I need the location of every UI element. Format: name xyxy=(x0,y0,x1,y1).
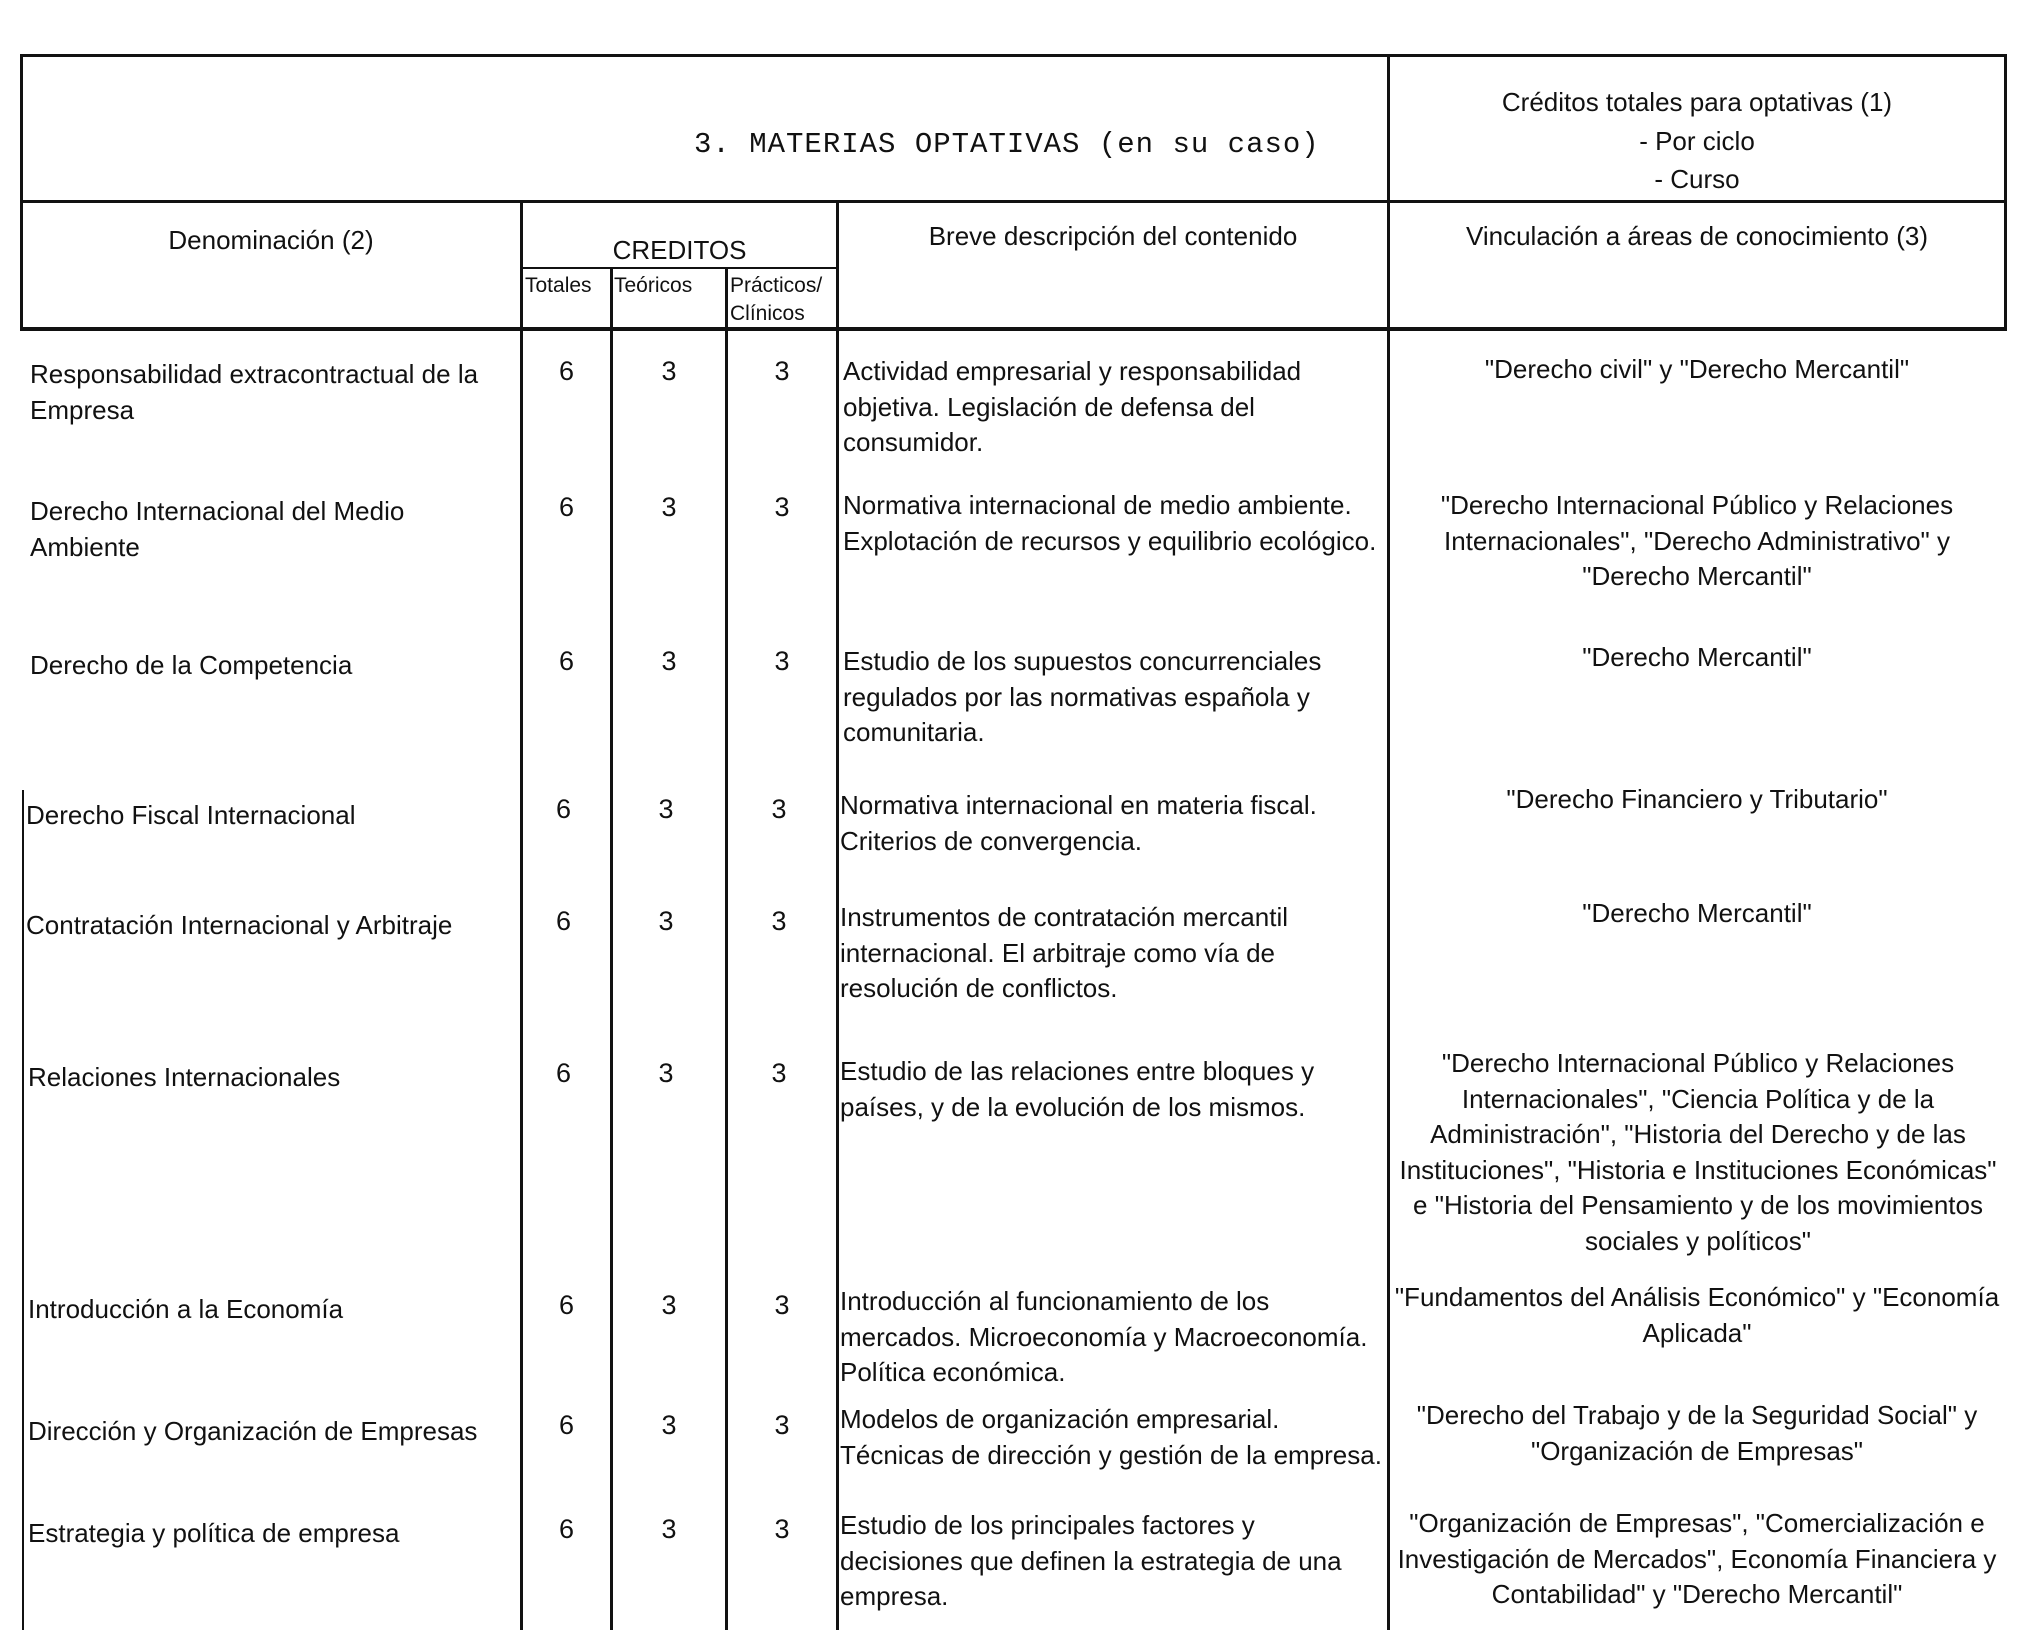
col-header-denominacion: Denominación (2) xyxy=(168,225,374,255)
row-5-descripcion: Instrumentos de contratación mercantil internacional. El arbitraje como vía de resolución de conflictos. xyxy=(840,902,1288,1003)
row-8-descripcion: Modelos de organización empresarial. Técnicas de dirección y gestión de la empresa. xyxy=(840,1404,1382,1470)
row-6-descripcion: Estudio de las relaciones entre bloques y países, y de la evolución de los mismos. xyxy=(840,1056,1315,1122)
col-header-totales: Totales xyxy=(525,274,592,297)
row-5-vinculacion: "Derecho Mercantil" xyxy=(1582,898,1812,928)
row-8-teoricos: 3 xyxy=(661,1410,677,1440)
row-2-totales: 6 xyxy=(558,492,575,522)
row-6-totales: 6 xyxy=(555,1058,572,1088)
row-7-totales: 6 xyxy=(558,1290,575,1320)
row-5-totales: 6 xyxy=(555,906,572,936)
row-9-denominacion: Estrategia y política de empresa xyxy=(28,1518,400,1548)
credits-total-line-2: - Por ciclo xyxy=(1639,126,1755,156)
row-1-teoricos: 3 xyxy=(661,356,677,386)
row-5-denominacion: Contratación Internacional y Arbitraje xyxy=(26,910,453,940)
col-divider-cred xyxy=(836,200,839,1630)
row-3-vinculacion: "Derecho Mercantil" xyxy=(1582,642,1812,672)
row-7-denominacion: Introducción a la Economía xyxy=(28,1294,344,1324)
row-8-vinculacion: "Derecho del Trabajo y de la Seguridad Social" y "Organización de Empresas" xyxy=(1416,1400,1978,1466)
row-4-descripcion: Normativa internacional en materia fiscal. Criterios de convergencia. xyxy=(840,790,1317,856)
row-6-denominacion: Relaciones Internacionales xyxy=(28,1062,341,1092)
row-4-denominacion: Derecho Fiscal Internacional xyxy=(26,800,356,830)
row-9-totales: 6 xyxy=(558,1514,575,1544)
row-9-practicos: 3 xyxy=(774,1514,790,1544)
credits-total-line-1: Créditos totales para optativas (1) xyxy=(1501,87,1893,117)
body-left-border xyxy=(22,790,24,1630)
border-left-header xyxy=(20,54,23,331)
row-2-descripcion: Normativa internacional de medio ambiente. Explotación de recursos y equilibrio ecológico. xyxy=(843,490,1377,556)
row-3-practicos: 3 xyxy=(774,646,790,676)
row-1-totales: 6 xyxy=(558,356,575,386)
row-4-totales: 6 xyxy=(555,794,572,824)
row-4-vinculacion: "Derecho Financiero y Tributario" xyxy=(1506,784,1888,814)
row-8-totales: 6 xyxy=(558,1410,575,1440)
row-6-vinculacion: "Derecho Internacional Público y Relaciones Internacionales", "Ciencia Política y de la Administración", "Historia del Derecho y de las Instituciones", "Historia e Instituciones Económicas" e "Historia del Pensamiento y de los movimientos sociales y políticos" xyxy=(1399,1048,1997,1256)
col-header-practicos: Prácticos/ Clínicos xyxy=(730,274,823,325)
col-header-vinculacion: Vinculación a áreas de conocimiento (3) xyxy=(1465,221,1928,251)
col-header-creditos: CREDITOS xyxy=(612,235,747,265)
rule-colheader-bottom xyxy=(20,327,2007,331)
row-2-teoricos: 3 xyxy=(661,492,677,522)
row-3-totales: 6 xyxy=(558,646,575,676)
row-6-teoricos: 3 xyxy=(658,1058,674,1088)
row-5-practicos: 3 xyxy=(771,906,787,936)
row-5-teoricos: 3 xyxy=(658,906,674,936)
row-4-practicos: 3 xyxy=(771,794,787,824)
row-1-vinculacion: "Derecho civil" y "Derecho Mercantil" xyxy=(1484,354,1910,384)
row-9-descripcion: Estudio de los principales factores y decisiones que definen la estrategia de una empresa. xyxy=(840,1510,1342,1611)
row-7-descripcion: Introducción al funcionamiento de los mercados. Microeconomía y Macroeconomía. Política económica. xyxy=(840,1286,1368,1387)
row-1-practicos: 3 xyxy=(774,356,790,386)
row-3-denominacion: Derecho de la Competencia xyxy=(30,650,353,680)
row-3-descripcion: Estudio de los supuestos concurrenciales regulados por las normativas española y comunitaria. xyxy=(843,646,1322,747)
border-right xyxy=(2004,54,2007,331)
section-title: 3. MATERIAS OPTATIVAS (en su caso) xyxy=(694,128,1320,161)
rule-header-bottom xyxy=(20,200,2007,203)
rule-top xyxy=(20,54,2007,57)
row-2-denominacion: Derecho Internacional del Medio Ambiente xyxy=(30,496,405,562)
col-header-teoricos: Teóricos xyxy=(614,274,693,297)
row-7-teoricos: 3 xyxy=(661,1290,677,1320)
col-divider-desc xyxy=(1387,331,1390,1630)
row-7-vinculacion: "Fundamentos del Análisis Económico" y "Economía Aplicada" xyxy=(1394,1282,2000,1348)
row-1-descripcion: Actividad empresarial y responsabilidad objetiva. Legislación de defensa del consumidor. xyxy=(843,356,1302,457)
row-3-teoricos: 3 xyxy=(661,646,677,676)
row-9-vinculacion: "Organización de Empresas", "Comercialización e Investigación de Mercados", Economía Financiera y Contabilidad" y "Derecho Mercantil" xyxy=(1397,1508,1997,1609)
row-4-teoricos: 3 xyxy=(658,794,674,824)
row-8-practicos: 3 xyxy=(774,1410,790,1440)
credits-total-line-3: - Curso xyxy=(1654,164,1740,194)
row-2-vinculacion: "Derecho Internacional Público y Relaciones Internacionales", "Derecho Administrativo" y "Derecho Mercantil" xyxy=(1440,490,1954,591)
row-8-denominacion: Dirección y Organización de Empresas xyxy=(28,1416,478,1446)
col-header-descripcion: Breve descripción del contenido xyxy=(928,221,1298,251)
row-1-denominacion: Responsabilidad extracontractual de la Empresa xyxy=(30,359,479,425)
row-7-practicos: 3 xyxy=(774,1290,790,1320)
row-6-practicos: 3 xyxy=(771,1058,787,1088)
row-2-practicos: 3 xyxy=(774,492,790,522)
row-9-teoricos: 3 xyxy=(661,1514,677,1544)
